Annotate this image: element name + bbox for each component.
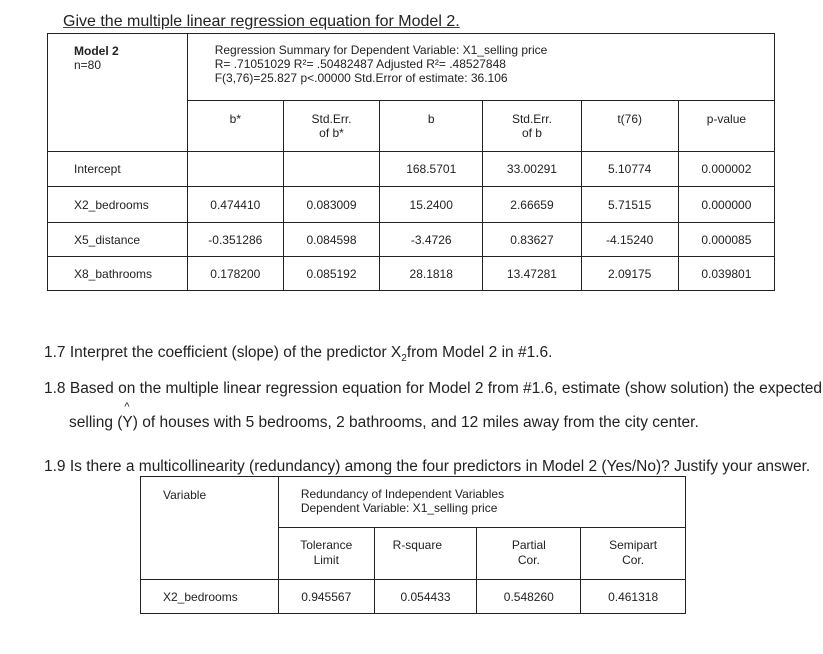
table-row (48, 257, 775, 291)
column-header: t(76) (581, 101, 678, 152)
table-cell: 0.083009 (283, 187, 379, 223)
table-cell: 168.5701 (380, 152, 483, 187)
table-cell: -3.4726 (380, 223, 483, 257)
table-cell: 0.461318 (581, 580, 686, 614)
table-cell: 0.000000 (678, 187, 774, 223)
question-title: Give the multiple linear regression equation for Model 2. (63, 13, 460, 30)
question-1-8-line2 (69, 401, 699, 432)
row-label: X8_bathrooms (48, 257, 188, 291)
table-cell (187, 152, 283, 187)
column-header: p-value (678, 101, 774, 152)
redundancy-table (140, 476, 686, 614)
row-label: X5_distance (48, 223, 188, 257)
table-cell: 28.1818 (380, 257, 483, 291)
table-cell: 0.000085 (678, 223, 774, 257)
y-hat (122, 401, 133, 432)
table-row (48, 152, 775, 187)
table-cell (283, 152, 379, 187)
summary-line: Regression Summary for Dependent Variable: X1_selling price (214, 43, 548, 57)
table-cell: 33.00291 (483, 152, 581, 187)
question-1-9: 1.9 Is there a multicollinearity (redundancy) among the four predictors in Model 2 (Yes/No)? Justify your answer. (44, 458, 811, 475)
hat-mark: ^ (124, 401, 130, 413)
table-cell: 2.09175 (581, 257, 678, 291)
column-header: Std.Err. of b (483, 101, 581, 152)
table-row (141, 580, 686, 614)
column-header: b* (187, 101, 283, 152)
table-cell: 0.000002 (678, 152, 774, 187)
table-cell: 0.945567 (278, 580, 374, 614)
regression-summary-table (47, 33, 775, 291)
model-label: Model 2 (74, 44, 119, 58)
subscript: 2 (401, 353, 407, 365)
table-cell: 0.054433 (374, 580, 477, 614)
column-header: Partial Cor. (477, 528, 581, 580)
table-cell: 0.178200 (187, 257, 283, 291)
table-cell: 0.084598 (283, 223, 379, 257)
question-1-8-line1: 1.8 Based on the multiple linear regression equation for Model 2 from #1.6, estimate (show solution) the expected (44, 380, 823, 397)
table-cell: 0.474410 (187, 187, 283, 223)
table-cell: 0.548260 (477, 580, 581, 614)
table-cell: 13.47281 (483, 257, 581, 291)
table-cell: 5.10774 (581, 152, 678, 187)
n-label: n=80 (74, 58, 102, 72)
column-header: b (380, 101, 483, 152)
y-symbol: Y (122, 414, 133, 431)
table-cell: 15.2400 (380, 187, 483, 223)
regression-summary (187, 34, 774, 101)
table-cell: 0.085192 (283, 257, 379, 291)
model-cell (48, 34, 188, 152)
question-text: ) of houses with 5 bedrooms, 2 bathrooms, and 12 miles away from the city center. (132, 414, 699, 431)
table-cell: 0.83627 (483, 223, 581, 257)
table-cell: -0.351286 (187, 223, 283, 257)
column-header: Tolerance Limit (278, 528, 374, 580)
row-label: Intercept (48, 152, 188, 187)
variable-header: Variable (141, 477, 279, 580)
table-cell: -4.15240 (581, 223, 678, 257)
row-label: X2_bedrooms (141, 580, 279, 614)
column-header: R-square (374, 528, 477, 580)
summary-line: R= .71051029 R²= .50482487 Adjusted R²= .48527848 (214, 57, 506, 71)
redundancy-summary (278, 477, 685, 528)
question-text: 1.7 Interpret the coefficient (slope) of the predictor X (44, 344, 402, 361)
summary-line: Dependent Variable: X1_selling price (300, 501, 498, 515)
question-text: from Model 2 in #1.6. (406, 344, 553, 361)
table-cell: 2.66659 (483, 187, 581, 223)
table-cell: 0.039801 (678, 257, 774, 291)
column-header: Semipart Cor. (581, 528, 686, 580)
table-row (48, 187, 775, 223)
question-1-7 (44, 344, 552, 364)
summary-line: F(3,76)=25.827 p<.00000 Std.Error of estimate: 36.106 (214, 71, 508, 85)
table-row (48, 223, 775, 257)
row-label: X2_bedrooms (48, 187, 188, 223)
column-header: Std.Err. of b* (283, 101, 379, 152)
question-text: selling ( (69, 414, 123, 431)
summary-line: Redundancy of Independent Variables (300, 487, 505, 501)
table-cell: 5.71515 (581, 187, 678, 223)
